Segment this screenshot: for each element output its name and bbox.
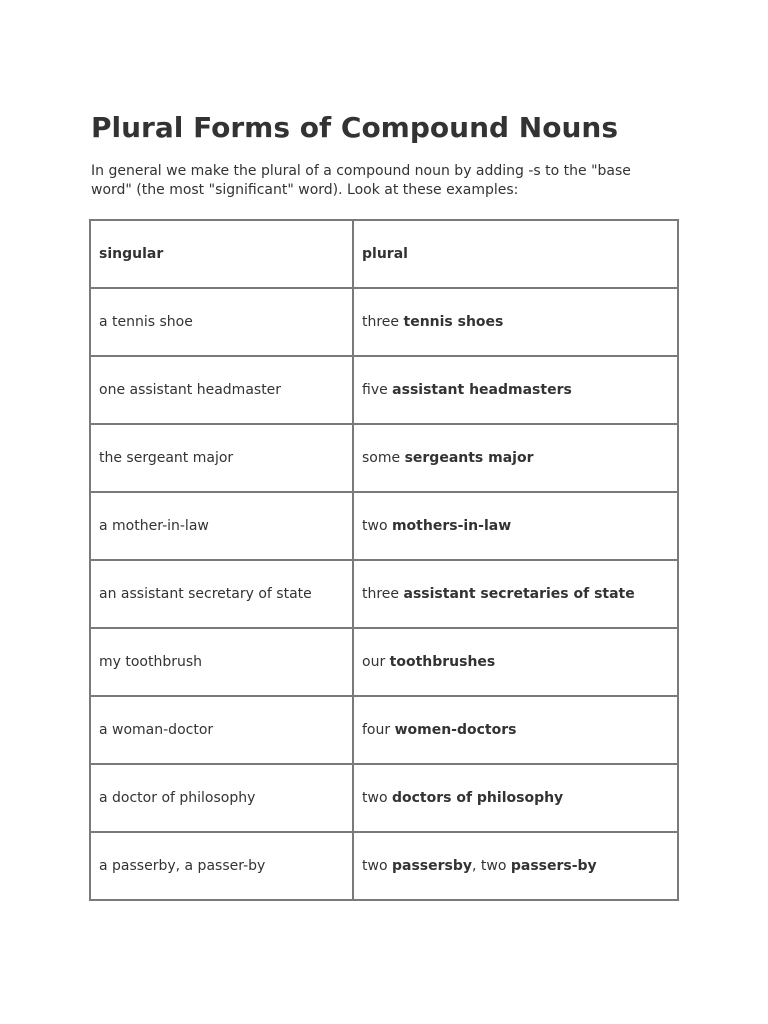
plural-separator: , two bbox=[471, 858, 507, 874]
singular-cell: an assistant secretary of state bbox=[90, 560, 353, 628]
intro-paragraph: In general we make the plural of a compound noun by adding -s to the "base word" (the most "significant" word). Look at these examples: bbox=[91, 163, 631, 198]
singular-cell: the sergeant major bbox=[90, 424, 353, 492]
plural-form: tennis shoes bbox=[403, 314, 504, 330]
plural-form: women-doctors bbox=[394, 722, 517, 738]
header-plural: plural bbox=[353, 220, 678, 288]
plural-prefix: our bbox=[362, 654, 386, 670]
plural-prefix: three bbox=[362, 586, 400, 602]
singular-cell: a woman-doctor bbox=[90, 696, 353, 764]
plural-prefix: two bbox=[362, 858, 388, 874]
table-row bbox=[90, 628, 678, 696]
plural-cell bbox=[353, 764, 678, 832]
plural-cell bbox=[353, 492, 678, 560]
singular-cell: my toothbrush bbox=[90, 628, 353, 696]
plural-cell bbox=[353, 628, 678, 696]
singular-cell: a mother-in-law bbox=[90, 492, 353, 560]
table-row bbox=[90, 356, 678, 424]
page-title: Plural Forms of Compound Nouns bbox=[91, 111, 618, 144]
document-page bbox=[91, 108, 681, 874]
table-row bbox=[90, 764, 678, 832]
plural-form: doctors of philosophy bbox=[391, 790, 564, 806]
plural-form: sergeants major bbox=[404, 450, 534, 466]
header-singular: singular bbox=[90, 220, 353, 288]
plural-prefix: some bbox=[362, 450, 401, 466]
singular-cell: one assistant headmaster bbox=[90, 356, 353, 424]
plural-cell bbox=[353, 356, 678, 424]
plural-cell bbox=[353, 560, 678, 628]
table-header-row bbox=[90, 220, 678, 288]
plural-form: passersby bbox=[391, 858, 472, 874]
plural-prefix: two bbox=[362, 518, 388, 534]
plural-cell bbox=[353, 832, 678, 900]
plural-form: assistant secretaries of state bbox=[403, 586, 635, 602]
table-row bbox=[90, 424, 678, 492]
singular-cell: a doctor of philosophy bbox=[90, 764, 353, 832]
table-row bbox=[90, 560, 678, 628]
plural-form: assistant headmasters bbox=[392, 382, 572, 398]
plural-prefix: three bbox=[362, 314, 400, 330]
table-row bbox=[90, 832, 678, 900]
plural-cell bbox=[353, 288, 678, 356]
plural-form-alt: passers-by bbox=[510, 858, 597, 874]
plural-cell bbox=[353, 696, 678, 764]
table-row bbox=[90, 492, 678, 560]
singular-cell: a passerby, a passer-by bbox=[90, 832, 353, 900]
plural-prefix: two bbox=[362, 790, 388, 806]
plural-form: toothbrushes bbox=[389, 654, 496, 670]
plural-cell bbox=[353, 424, 678, 492]
plural-form: mothers-in-law bbox=[391, 518, 512, 534]
table-row bbox=[90, 696, 678, 764]
plural-prefix: five bbox=[362, 382, 388, 398]
examples-table bbox=[89, 219, 679, 901]
table-row bbox=[90, 288, 678, 356]
plural-prefix: four bbox=[362, 722, 391, 738]
singular-cell: a tennis shoe bbox=[90, 288, 353, 356]
